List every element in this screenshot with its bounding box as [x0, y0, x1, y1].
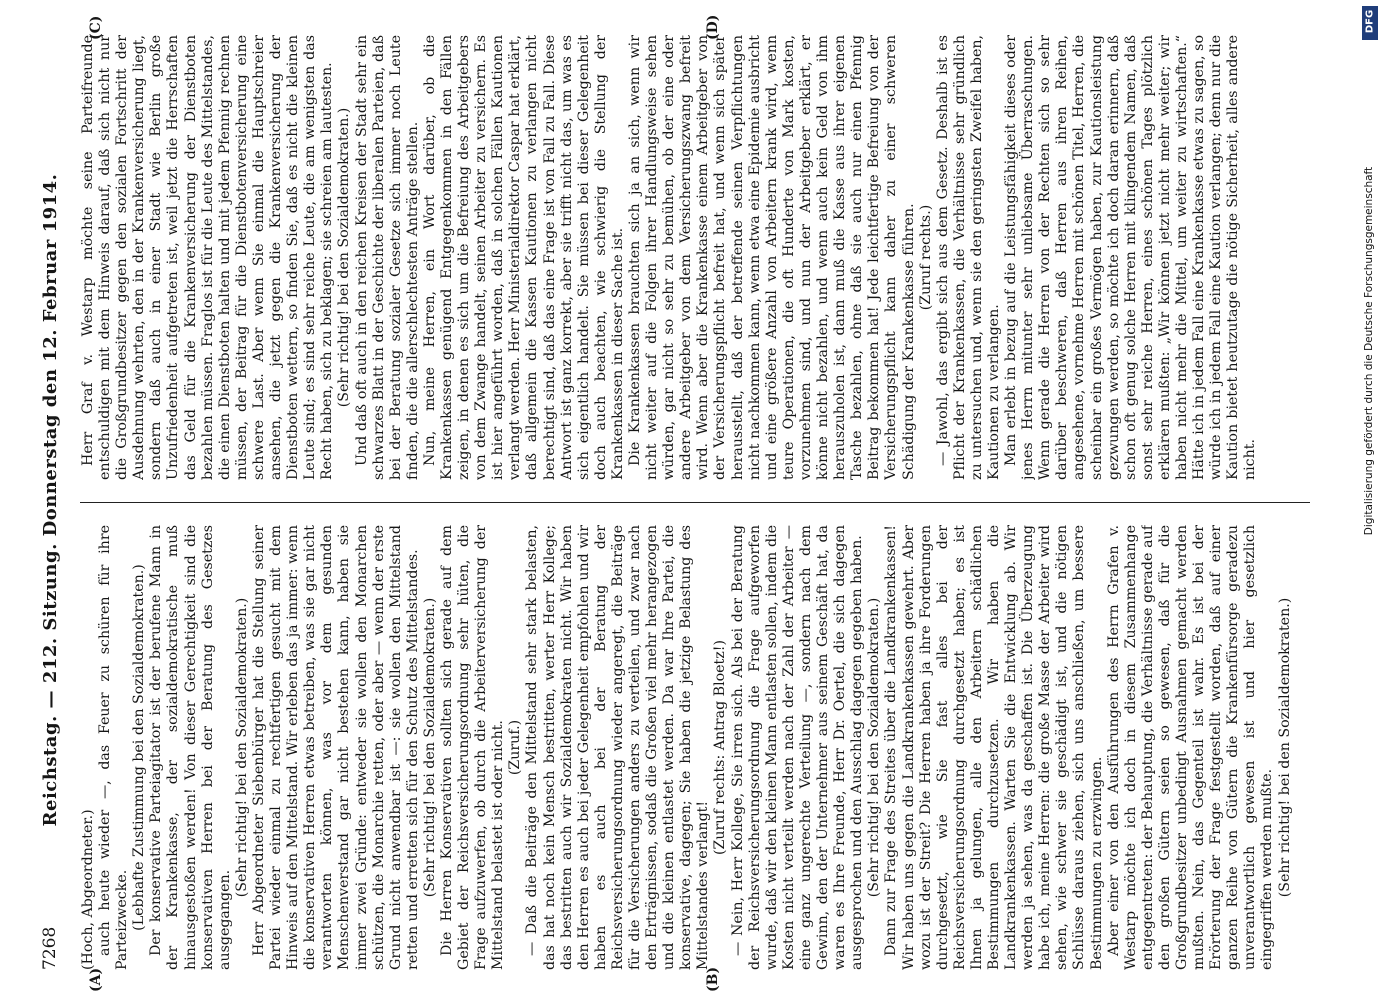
interjection: (Zuruf.)	[507, 719, 524, 776]
margin-mark-b: (B)	[705, 966, 721, 992]
interjection: (Sehr richtig! bei den Sozialdemokraten.)	[1276, 597, 1293, 898]
paragraph: Nun, meine Herren, ein Wort darüber, ob die Krankenkassen genügend Entgegenkommen in den Fällen zeigen, in denen es sich um die Befreiung des Arbeitgebers von dem Zwange handelt, seinen Arbeiter zu versichern. Es ist hier angeführt worden, daß in solchen Fällen Kautionen verlangt werden. Herr Ministerialdirektor Caspar hat erklärt, daß allgemein die Kassen Kautionen zu verlangen nicht berechtigt sind, daß das eine Frage ist von Fall zu Fall. Diese Antwort ist ganz korrekt, aber sie trifft nicht das, um was es sich eigentlich handelt. Sie müssen bei dieser Gelegenheit doch auch beachten, wie schwierig die Stellung der Krankenkassen in dieser Sache ist.	[421, 35, 626, 480]
left-column	[80, 525, 1320, 970]
paragraph: Aber einer von den Ausführungen des Herrn Grafen v. Westarp möchte ich doch in diesem Zusammenhange entgegentreten: der Behauptung, die Verhältnisse gerade auf den großen Gütern seien so gewesen, daß für die Großgrundbesitzer unbedingt Ausnahmen gemacht werden mußten. Nein, das Gegenteil ist wahr. Es ist bei der Erörterung der Frage festgestellt worden, daß auf einer ganzen Reihe von Gütern die Krankenfürsorge geradezu unverantwortlich gewesen ist und hier gesetzlich eingegriffen werden mußte.	[1105, 525, 1276, 970]
paragraph: — Nein, Herr Kollege, Sie irren sich. Als bei der Beratung der Reichsversicherungsordnung die Frage aufgeworfen wurde, daß wir den kleinen Mann entlasten sollen, indem die Kosten nicht verteilt werden nach der Zahl der Arbeiter — eine ganz ungerechte Verteilung —, sondern nach dem Gewinn, den der Unternehmer aus seinem Geschäft hat, da waren es Ihre Freunde, Herr Dr. Oertel, die sich dagegen ausgesprochen und den Ausschlag dagegen gegeben haben.	[729, 525, 866, 970]
paragraph: Der konservative Parteiagitator ist der berufene Mann in der Krankenkasse, der sozialdemokratische muß hinausgestoßen werden! Von dieser Gerechtigkeit sind die konservativen Herren bei der Beratung des Gesetzes ausgegangen.	[148, 525, 233, 970]
digitization-credit: Digitalisierung gefördert durch die Deutsche Forschungsgemeinschaft	[1363, 166, 1375, 536]
paragraph: Man erlebt in bezug auf die Leistungsfähigkeit dieses oder jenes Herrn mitunter sehr unliebsame Überraschungen. Wenn gerade die Herren von der Rechten sich so sehr darüber beschweren, daß Herren aus ihren Reihen, angesehene, vornehme Herren mit schönen Titel, Herren, die scheinbar ein großes Vermögen haben, zur Kautionsleistung gezwungen werden, so möchte ich doch daran erinnern, daß schon oft genug solche Herren mit klingendem Namen, daß sonst sehr reiche Herren, eines schönen Tages plötzlich erklären mußten: „Wir können jetzt nicht mehr weiter; wir haben nicht mehr die Mittel, um weiter zu wirtschaften.“ Hätte ich in jedem Fall eine Krankenkasse etwas zu sagen, so würde ich in jedem Fall eine Kaution verlangen; denn nur die Kaution bietet heutzutage die nötige Sicherheit, alles andere nicht.	[1003, 35, 1259, 480]
interjection: (Sehr richtig! bei den Sozialdemokraten.)	[421, 597, 438, 898]
page-number: 7268	[40, 926, 60, 970]
margin-mark-c: (C)	[88, 15, 104, 40]
paragraph: Dann zur Frage des Streites über die Landkrankenkassen! Wir haben uns gegen die Landkrankenkassen gewehrt. Aber wozu ist der Streit? Die Herren haben ja ihre Forderungen durchgesetzt, wie Sie fast alles bei der Reichsversicherungsordnung durchgesetzt haben; es ist Ihnen ja gelungen, alle den Arbeitern schädlichen Bestimmungen durchzusetzen. Wir haben die Landkrankenkassen. Warten Sie die Entwicklung ab. Wir werden ja sehen, was da geschaffen ist. Die Überzeugung habe ich, meine Herren: die große Masse der Arbeiter wird sehen, wie schwer sie geschädigt ist, und die nötigen Schlüsse daraus ziehen, sich uns anschließen, um bessere Bestimmungen zu erzwingen.	[883, 525, 1105, 970]
paragraph: — Jawohl, das ergibt sich aus dem Gesetz. Deshalb ist es Pflicht der Krankenkassen, die Verhältnisse sehr gründlich zu untersuchen und, wenn sie den geringsten Zweifel haben, Kautionen zu verlangen.	[934, 35, 1002, 480]
paragraph: Und daß oft auch in den reichen Kreisen der Stadt sehr ein schwarzes Blatt in der Geschichte der liberalen Parteien, daß bei der Beratung sozialer Gesetze sich immer noch Leute finden, die die allerschlechtesten Anträge stellen.	[353, 35, 421, 480]
paragraph: Herr Graf v. Westarp möchte seine Parteifreunde entschuldigen mit dem Hinweis darauf, daß sich nicht nur die Großgrundbesitzer gegen den sozialen Fortschritt der Ausdehnung wehrten, den in der Krankenversicherung liegt, sondern daß auch in einer Stadt wie Berlin große Unzufriedenheit aufgetreten ist, weil jetzt die Herrschaften das Geld für die Krankenversicherung der Dienstboten bezahlen müssen. Fraglos ist für die Leute des Mittelstandes, die einen Dienstboten halten und mit jedem Pfennig rechnen müssen, der Beitrag für die Dienstbotenversicherung eine schwere Last. Aber wenn Sie einmal die Hauptschreier ansehen, die jetzt gegen die Krankenversicherung der Dienstboten wettern, so finden Sie, daß es nicht die kleinen Leute sind; es sind sehr reiche Leute, die am wenigsten das Recht haben, sich zu beklagen; sie schreien am lautesten.	[80, 35, 336, 480]
dfg-logo-text: DFG	[1364, 9, 1376, 34]
page-title: Reichstag. — 212. Sitzung. Donnerstag den 12. Februar 1914.	[40, 173, 61, 827]
interjection: (Lebhafte Zustimmung bei den Sozialdemokraten.)	[131, 564, 148, 931]
paragraph: — Daß die Beiträge den Mittelstand sehr stark belasten, das hat noch kein Mensch bestritten, werter Herr Kollege; das bestritten auch wir Sozialdemokraten nicht. Wir haben den Herren es auch bei jeder Gelegenheit empfohlen und wir haben es auch bei der Beratung der Reichsversicherungsordnung wieder angeregt, die Beiträge für die Versicherungen anders zu verteilen, und zwar nach den Erträgnissen, sodaß die Großen viel mehr herangezogen und die kleinen entlastet werden. Da war Ihre Partei, die konservative, dagegen; Sie haben die jetzige Belastung des Mittelstandes verlangt!	[524, 525, 712, 970]
margin-mark-a: (A)	[88, 967, 104, 992]
digitization-sidebar	[1362, 6, 1378, 656]
interjection: (Sehr richtig! bei den Sozialdemokraten.)	[233, 597, 250, 898]
page-header	[40, 0, 68, 1000]
paragraph: Die Krankenkassen brauchten sich ja an sich, wenn wir nicht weiter auf die Folgen ihrer Handlungsweise sehen würden, gar nicht so sehr zu bemühen, ob der eine oder andere Arbeitgeber von dem Versicherungszwang befreit wird. Wenn aber die Krankenkasse einem Arbeitgeber von der Versicherungspflicht befreit hat, und wenn sich später herausstellt, daß der betreffende seinen Verpflichtungen nicht nachkommen kann, wenn etwa eine Epidemie ausbricht und eine größere Anzahl von Arbeitern krank wird, wenn teure Operationen, die oft Hunderte von Mark kosten, vorzunehmen sind, und nun der Arbeitgeber erklärt, er könne nicht bezahlen, und wenn auch kein Geld von ihm herauszuholen ist, dann muß die Kasse aus ihrer eigenen Tasche bezahlen, ohne daß sie auch nur einen Pfennig Beitrag bekommen hat! Jede leichtfertige Befreiung von der Versicherungspflicht kann daher zu einer schweren Schädigung der Krankenkasse führen.	[627, 35, 917, 480]
paragraph: Die Herren Konservativen sollten sich gerade auf dem Gebiet der Reichsversicherungsordnung sehr hüten, die Frage aufzuwerfen, ob durch die Arbeiterversicherung der Mittelstand belastet ist oder nicht.	[438, 525, 507, 970]
interjection: (Zuruf rechts.)	[917, 204, 934, 311]
paragraph: Herr Abgeordneter Siebenbürger hat die Stellung seiner Partei wieder einmal zu rechtfertigen gesucht mit dem Hinweis auf den Mittelstand. Wir erleben das ja immer: wenn die konservativen Herren etwas betreiben, was sie gar nicht verantworten können, was vor dem gesunden Menschenverstand gar nicht bestehen kann, haben sie immer zwei Gründe: entweder sie wollen den Monarchen schützen, die Monarchie retten, oder aber — wenn der erste Grund nicht anwendbar ist —: sie wollen den Mittelstand retten und erretten sich für den Schutz des Mittelstandes.	[250, 525, 421, 970]
margin-mark-d: (D)	[705, 14, 721, 40]
right-column	[80, 35, 1320, 480]
interjection: (Sehr richtig! bei den Sozialdemokraten.)	[336, 107, 353, 408]
column-divider	[80, 502, 1310, 503]
interjection: (Zuruf rechts: Antrag Bloetz!)	[712, 640, 729, 855]
speaker-tag: (Hoch, Abgeordneter.)	[80, 809, 96, 970]
paragraph: auch heute wieder —, das Feuer zu schüren für ihre Parteizwecke.	[97, 525, 131, 970]
interjection: (Sehr richtig! bei den Sozialdemokraten.)	[866, 597, 883, 898]
